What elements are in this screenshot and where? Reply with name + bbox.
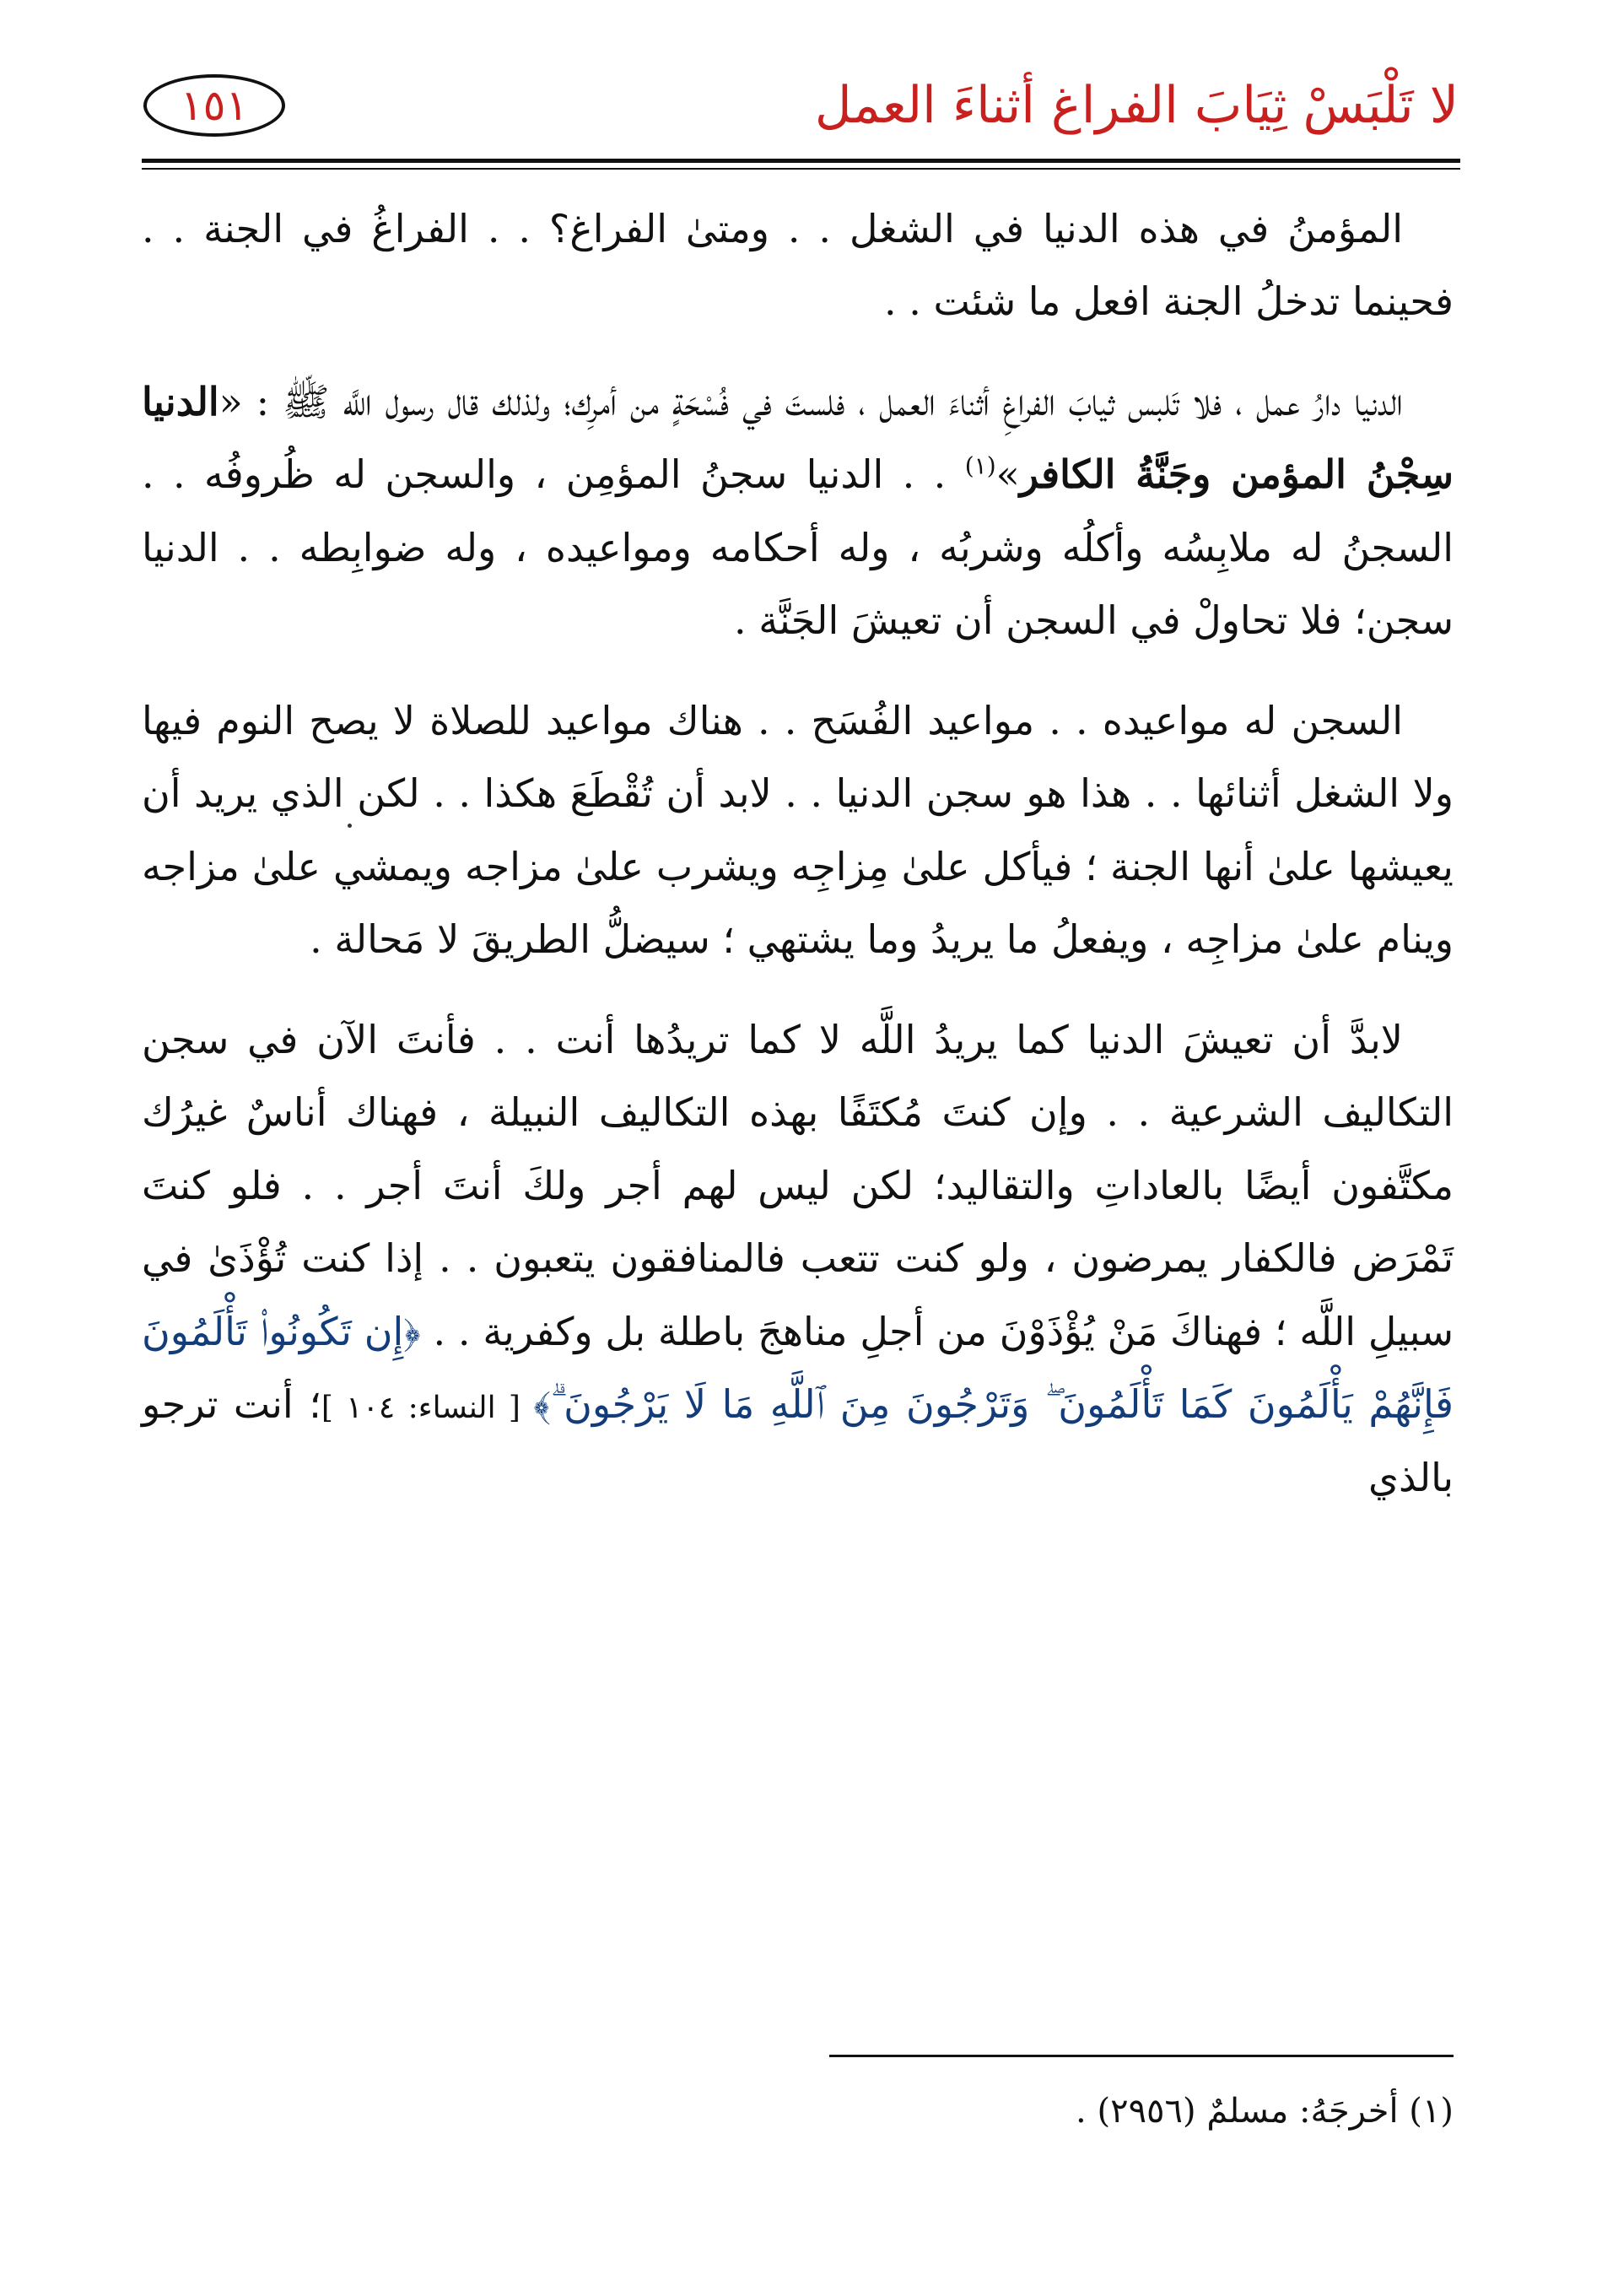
quran-verse: ﴿إِن تَكُونُوا۟ تَأْلَمُونَ فَإِنَّهُمْ يَأْلَمُونَ كَمَا تَأْلَمُونَ ۖ وَتَرْجُونَ مِنَ ٱللَّهِ مَا لَا يَرْجُونَ ۗ﴾ [142, 1308, 1454, 1428]
running-header [143, 59, 1459, 152]
quote-close: » [995, 451, 1020, 498]
scan-speck [348, 824, 352, 828]
paragraph-2-intro: الدنيا دارُ عمل ، فلا تَلبس ثيابَ الفراغِ أثناءَ العمل ، فلستَ في فُسْحَةٍ من أمرِك؛ ولذلك قال رسول اللَّه ﷺ : « [218, 378, 1403, 424]
paragraph-3: السجن له مواعيده . . مواعيد الفُسَح . . هناك مواعيد للصلاة لا يصح النوم فيها ولا الشغل أثنائها . . هذا هو سجن الدنيا . . لابد أن تُقْطَعَ هكذا . . لكن الذي يريد أن يعيشها علىٰ أنها الجنة ؛ فيأكل علىٰ مِزاجِه ويشرب علىٰ مزاجه ويمشي علىٰ مزاجه وينام علىٰ مزاجِه ، ويفعلُ ما يريدُ وما يشتهي ؛ سيضلُّ الطريقَ لا مَحالة . [142, 697, 1454, 963]
verse-reference: [ النساء: ١٠٤ ] [321, 1391, 534, 1426]
paragraph-4-rest: ؛ أنت ترجو بالذي [142, 1381, 1454, 1500]
paragraph-2-rest: . . الدنيا سجنُ المؤمِن ، والسجن له ظُروفُه . . السجنُ له ملابِسُه وأكلُه وشربُه ، وله أحكامه ومواعيده ، وله ضوابِطه . . الدنيا سجن؛ فلا تحاولْ في السجن أن تعيشَ الجَنَّة . [142, 451, 1454, 644]
paragraph-4-intro: لابدَّ أن تعيشَ الدنيا كما يريدُ اللَّه لا كما تريدُها أنت . . فأنتَ الآن في سجن التكاليف الشرعية . . وإن كنتَ مُكتَفًا بهذه التكاليف النبيلة ، فهناك أناسٌ غيرُك مكتَّفون أيضًا بالعاداتِ والتقاليد؛ لكن ليس لهم أجر ولكَ أنتَ أجر . . فلو كنتَ تَمْرَض فالكفار يمرضون ، ولو كنت تتعب فالمنافقون يتعبون . . إذا كنت تُؤْذَىٰ في سبيلِ اللَّه ؛ فهناكَ مَنْ يُؤْذَوْنَ من أجلِ مناهجَ باطلة بل وكفرية . . [142, 1016, 1454, 1354]
footnote-marker: (١) [964, 452, 996, 481]
paragraph-2 [142, 365, 1454, 657]
paragraph-1: المؤمنُ في هذه الدنيا في الشغل . . ومتىٰ الفراغ؟ . . الفراغُ في الجنة . . فحينما تدخلُ الجنة افعل ما شئت . . [142, 206, 1454, 325]
page-body [142, 192, 1454, 1541]
hadith-quote: الدنيا سِجْنُ المؤمن وجَنَّةُ الكافر [142, 378, 1454, 498]
header-rule-thick [142, 159, 1460, 163]
running-title: لا تَلْبَسْ ثِيَابَ الفراغ أثناءَ العمل [814, 76, 1459, 135]
footnote-1: (١) أخرجَهُ: مسلمٌ (٢٩٥٦) . [1076, 2092, 1454, 2131]
paragraph-4 [142, 1003, 1454, 1514]
footnote-rule [829, 2055, 1454, 2057]
page-number: ١٥١ [143, 74, 285, 137]
header-rule-thin [142, 168, 1460, 170]
